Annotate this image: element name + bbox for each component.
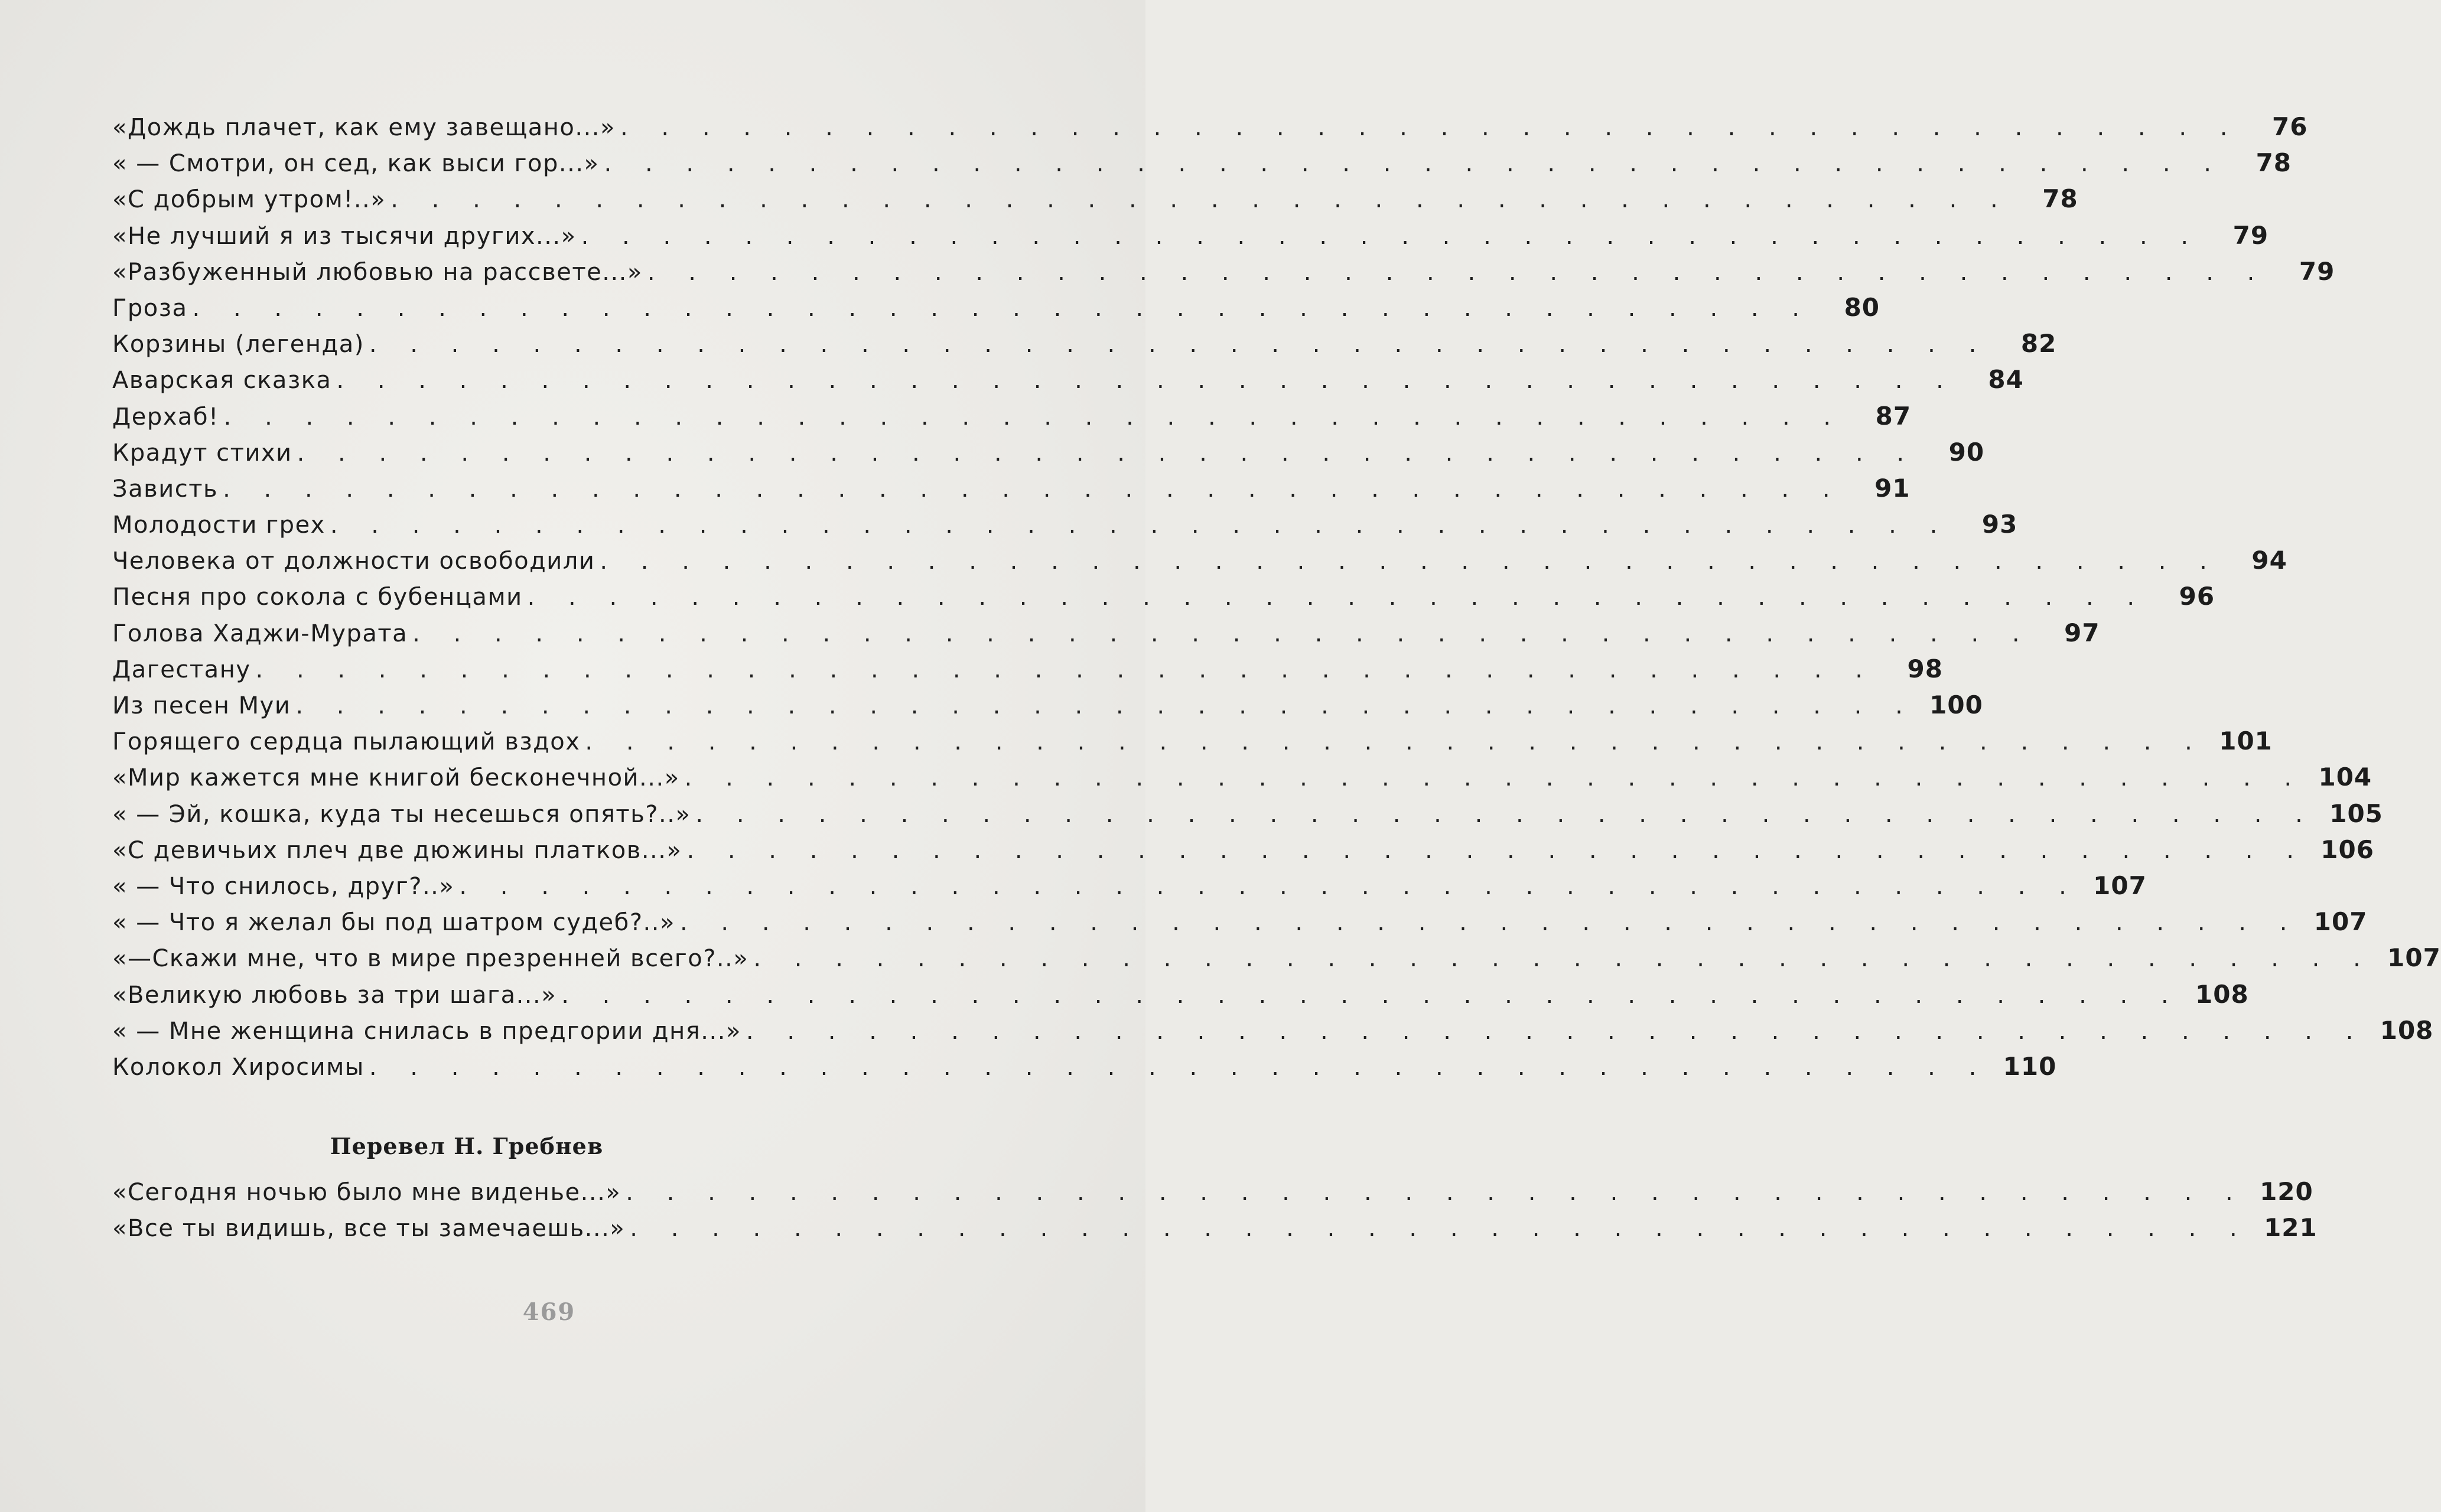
toc-entry: [112, 762, 2372, 799]
toc-entry: [112, 726, 2273, 762]
entry-title: « — Мне женщина снилась в предгории дня...»: [112, 1017, 741, 1045]
dot-leader: . . . . . . . . . . . . . . . . . . . . . . . . . . . . . . . . . . . . . . . .: [297, 439, 1918, 467]
toc-entry: [112, 329, 2057, 365]
dot-leader: . . . . . . . . . . . . . . . . . . . . . . . . . . . . . . . . . . . . . . . .: [630, 1215, 2250, 1243]
entry-title: « — Что я желал бы под шатром судеб?..»: [112, 909, 675, 937]
dot-leader: . . . . . . . . . . . . . . . . . . . . . . . . . . . . . . . . . . . . . . . .: [223, 403, 1844, 431]
dot-leader: . . . . . . . . . . . . . . . . . . . . . . . . . . . . . . . . . . . . . . . .: [527, 584, 2148, 611]
entry-title: « — Эй, кошка, куда ты несешься опять?..»: [112, 800, 691, 828]
entry-page-number: 121: [2264, 1213, 2318, 1243]
dot-leader: . . . . . . . . . . . . . . . . . . . . . . . . . . . . . . . . . . . . . . . .: [255, 656, 1876, 683]
toc-entry: [112, 582, 2215, 618]
entry-title: Из песен Муи: [112, 692, 291, 719]
entry-page-number: 108: [2195, 979, 2249, 1009]
dot-leader: . . . . . . . . . . . . . . . . . . . . . . . . . . . . . . . . . . . . . . . .: [390, 186, 2011, 214]
toc-entry: [112, 690, 1983, 726]
entry-page-number: 79: [2299, 256, 2335, 286]
entry-page-number: 108: [2380, 1015, 2434, 1045]
dot-leader: . . . . . . . . . . . . . . . . . . . . . . . . . . . . . . . . . . . . . . . .: [684, 764, 2305, 792]
entry-title: «Сегодня ночью было мне виденье...»: [112, 1179, 621, 1207]
entry-page-number: 78: [2256, 148, 2292, 178]
toc-entry: [112, 1177, 2313, 1213]
entry-title: Дагестану: [112, 656, 251, 683]
dot-leader: . . . . . . . . . . . . . . . . . . . . . . . . . . . . . . . . . . . . . . . .: [647, 258, 2268, 286]
entry-title: Горящего сердца пылающий вздох: [112, 728, 581, 756]
entry-title: «Не лучший я из тысячи других...»: [112, 222, 577, 250]
dot-leader: . . . . . . . . . . . . . . . . . . . . . . . . . . . . . . . . . . . . . . . .: [330, 511, 1951, 539]
entry-title: «Разбуженный любовью на рассвете...»: [112, 258, 643, 286]
entry-page-number: 79: [2232, 220, 2269, 250]
toc-entry: [112, 220, 2269, 257]
toc-entry: [112, 979, 2249, 1016]
dot-leader: . . . . . . . . . . . . . . . . . . . . . . . . . . . . . . . . . . . . . . . .: [695, 800, 2316, 828]
entry-page-number: 98: [1907, 654, 1943, 683]
dot-leader: . . . . . . . . . . . . . . . . . . . . . . . . . . . . . . . . . . . . . . . .: [600, 548, 2220, 575]
entry-title: « — Смотри, он сед, как выси гор...»: [112, 150, 600, 178]
entry-title: «Мир кажется мне книгой бесконечной...»: [112, 764, 680, 792]
toc-entry: [112, 148, 2292, 184]
entry-page-number: 97: [2064, 618, 2100, 647]
entry-title: Корзины (легенда): [112, 331, 364, 359]
entry-title: «С девичьих плеч две дюжины платков...»: [112, 836, 682, 864]
entry-title: Колокол Хиросимы: [112, 1053, 364, 1081]
entry-title: «Все ты видишь, все ты замечаешь...»: [112, 1215, 626, 1243]
entry-page-number: 107: [2387, 943, 2441, 973]
entry-page-number: 110: [2003, 1051, 2057, 1081]
entry-title: Дерхаб!: [112, 403, 219, 431]
toc-entry: [112, 510, 2018, 546]
entry-title: Гроза: [112, 294, 188, 322]
entry-page-number: 104: [2318, 762, 2372, 792]
toc-entry: [112, 437, 1985, 474]
dot-leader: . . . . . . . . . . . . . . . . . . . . . . . . . . . . . . . . . . . . . . . .: [686, 836, 2307, 864]
entry-page-number: 90: [1948, 437, 1985, 467]
dot-leader: . . . . . . . . . . . . . . . . . . . . . . . . . . . . . . . . . . . . . . . .: [295, 692, 1916, 719]
page-number: 469: [522, 1298, 576, 1326]
dot-leader: . . . . . . . . . . . . . . . . . . . . . . . . . . . . . . . . . . . . . . . .: [626, 1179, 2246, 1207]
dot-leader: . . . . . . . . . . . . . . . . . . . . . . . . . . . . . . . . . . . . . . . .: [746, 1017, 2367, 1045]
toc-entry: [112, 401, 1912, 438]
dot-leader: . . . . . . . . . . . . . . . . . . . . . . . . . . . . . . . . . . . . . . . .: [679, 909, 2300, 937]
toc-entry: [112, 799, 2383, 835]
section-heading: Перевел Н. Гребнев: [330, 1133, 604, 1160]
toc-entry: [112, 546, 2287, 582]
entry-page-number: 78: [2042, 184, 2078, 214]
dot-leader: . . . . . . . . . . . . . . . . . . . . . . . . . . . . . . . . . . . . . . . .: [561, 981, 2182, 1009]
dot-leader: . . . . . . . . . . . . . . . . . . . . . . . . . . . . . . . . . . . . . . . .: [459, 872, 2079, 900]
toc-entry: [112, 907, 2368, 943]
toc-entry: [112, 256, 2335, 293]
entry-page-number: 82: [2020, 329, 2057, 359]
dot-leader: . . . . . . . . . . . . . . . . . . . . . . . . . . . . . . . . . . . . . . . .: [223, 475, 1843, 503]
toc-entry: [112, 1015, 2434, 1052]
dot-leader: . . . . . . . . . . . . . . . . . . . . . . . . . . . . . . . . . . . . . . . .: [369, 331, 1990, 359]
entry-title: Голова Хаджи-Мурата: [112, 620, 408, 647]
dot-leader: . . . . . . . . . . . . . . . . . . . . . . . . . . . . . . . . . . . . . . . .: [753, 945, 2374, 973]
toc-entry: [112, 835, 2374, 871]
dot-leader: . . . . . . . . . . . . . . . . . . . . . . . . . . . . . . . . . . . . . . . .: [620, 114, 2241, 141]
dot-leader: . . . . . . . . . . . . . . . . . . . . . . . . . . . . . . . . . . . . . . . .: [604, 150, 2225, 178]
entry-page-number: 84: [1988, 365, 2024, 395]
entry-title: « — Что снилось, друг?..»: [112, 872, 455, 900]
entry-page-number: 107: [2093, 871, 2147, 900]
entry-page-number: 100: [1929, 690, 1983, 719]
entry-title: Аварская сказка: [112, 367, 332, 395]
entry-page-number: 107: [2313, 907, 2368, 937]
dot-leader: . . . . . . . . . . . . . . . . . . . . . . . . . . . . . . . . . . . . . . . .: [336, 367, 1957, 395]
entry-title: Человека от должности освободили: [112, 548, 595, 575]
toc-list: [112, 112, 2441, 1088]
toc-entry: [112, 943, 2441, 979]
entry-title: Зависть: [112, 475, 219, 503]
entry-page-number: 106: [2320, 835, 2374, 864]
toc-entry: [112, 1213, 2318, 1249]
entry-page-number: 76: [2272, 112, 2308, 141]
toc-entry: [112, 292, 1880, 329]
entry-title: «Великую любовь за три шага...»: [112, 981, 557, 1009]
entry-page-number: 80: [1844, 292, 1880, 322]
toc-entry: [112, 112, 2308, 148]
entry-page-number: 101: [2219, 726, 2273, 756]
entry-title: Молодости грех: [112, 511, 326, 539]
toc-entry: [112, 184, 2078, 220]
dot-leader: . . . . . . . . . . . . . . . . . . . . . . . . . . . . . . . . . . . . . . . .: [581, 222, 2202, 250]
toc-section-list: [112, 1177, 2318, 1249]
entry-title: «С добрым утром!..»: [112, 186, 386, 214]
entry-page-number: 120: [2260, 1177, 2313, 1207]
toc-entry: [112, 871, 2147, 907]
entry-page-number: 96: [2179, 582, 2215, 611]
toc-entry: [112, 654, 1943, 690]
toc-entry: [112, 1051, 2057, 1088]
dot-leader: . . . . . . . . . . . . . . . . . . . . . . . . . . . . . . . . . . . . . . . .: [412, 620, 2033, 647]
entry-title: «Дождь плачет, как ему завещано...»: [112, 114, 616, 141]
dot-leader: . . . . . . . . . . . . . . . . . . . . . . . . . . . . . . . . . . . . . . . .: [585, 728, 2205, 756]
entry-page-number: 87: [1875, 401, 1912, 431]
toc-entry: [112, 618, 2100, 654]
entry-title: Песня про сокола с бубенцами: [112, 584, 523, 611]
entry-title: Крадут стихи: [112, 439, 292, 467]
entry-title: «—Скажи мне, что в мире презренней всего?..»: [112, 945, 749, 973]
entry-page-number: 105: [2329, 799, 2383, 828]
dot-leader: . . . . . . . . . . . . . . . . . . . . . . . . . . . . . . . . . . . . . . . .: [192, 294, 1813, 322]
toc-entry: [112, 365, 2024, 401]
entry-page-number: 93: [1981, 510, 2018, 539]
dot-leader: . . . . . . . . . . . . . . . . . . . . . . . . . . . . . . . . . . . . . . . .: [369, 1053, 1990, 1081]
entry-page-number: 91: [1874, 473, 1911, 503]
toc-entry: [112, 473, 1911, 510]
table-of-contents: [112, 112, 2441, 1249]
entry-page-number: 94: [2251, 546, 2287, 575]
